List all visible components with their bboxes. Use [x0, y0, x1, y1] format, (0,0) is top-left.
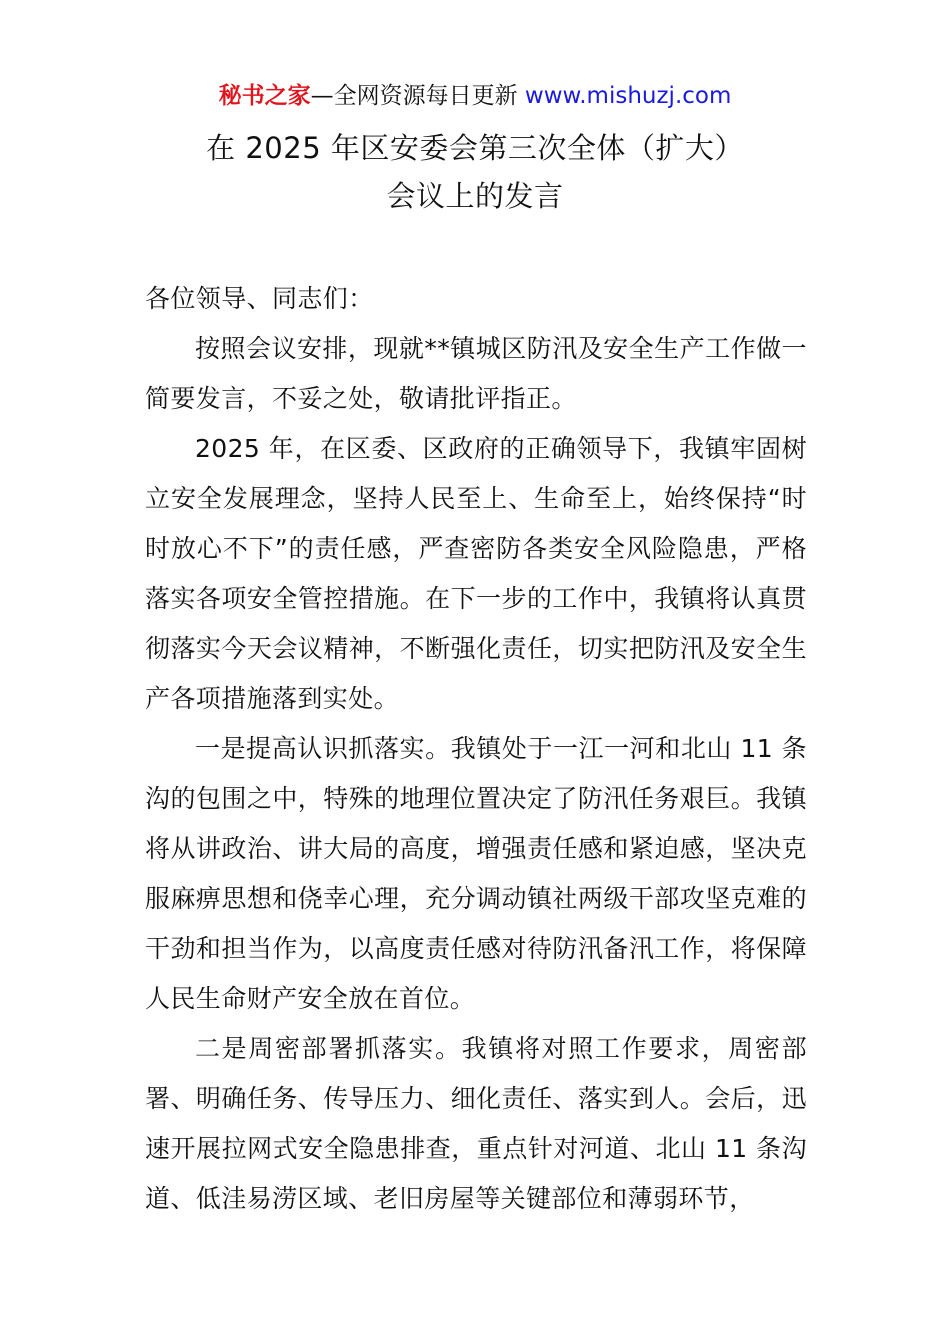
brand-slogan: —全网资源每日更新	[310, 83, 518, 109]
paragraph: 按照会议安排，现就**镇城区防汛及安全生产工作做一简要发言，不妥之处，敬请批评指正。	[145, 334, 807, 413]
salutation: 各位领导、同志们：	[145, 284, 374, 313]
header-banner	[0, 80, 950, 112]
document-body	[145, 274, 807, 1224]
brand-name: 秘书之家	[218, 83, 311, 109]
document-title-line-1: 在 2025 年区安委会第三次全体（扩大）	[206, 131, 744, 165]
paragraph: 2025 年，在区委、区政府的正确领导下，我镇牢固树立安全发展理念，坚持人民至上、生命至上，始终保持“时时放心不下”的责任感，严查密防各类安全风险隐患，严格落实各项安全管控措施。在下一步的工作中，我镇将认真贯彻落实今天会议精神，不断强化责任，切实把防汛及安全生产各项措施落到实处。	[145, 434, 807, 713]
paragraph: 一是提高认识抓落实。我镇处于一江一河和北山 11 条沟的包围之中，特殊的地理位置决定了防汛任务艰巨。我镇将从讲政治、讲大局的高度，增强责任感和紧迫感，坚决克服麻痹思想和侥幸心理，充分调动镇社两级干部攻坚克难的干劲和担当作为，以高度责任感对待防汛备汛工作，将保障人民生命财产安全放在首位。	[145, 734, 807, 1013]
paragraph: 二是周密部署抓落实。我镇将对照工作要求，周密部署、明确任务、传导压力、细化责任、落实到人。会后，迅速开展拉网式安全隐患排查，重点针对河道、北山 11 条沟道、低洼易涝区域、老旧房屋等关键部位和薄弱环节，	[145, 1034, 807, 1213]
document-title-line-2: 会议上的发言	[386, 179, 564, 213]
site-url-link[interactable]: www.mishuzj.com	[524, 83, 732, 109]
